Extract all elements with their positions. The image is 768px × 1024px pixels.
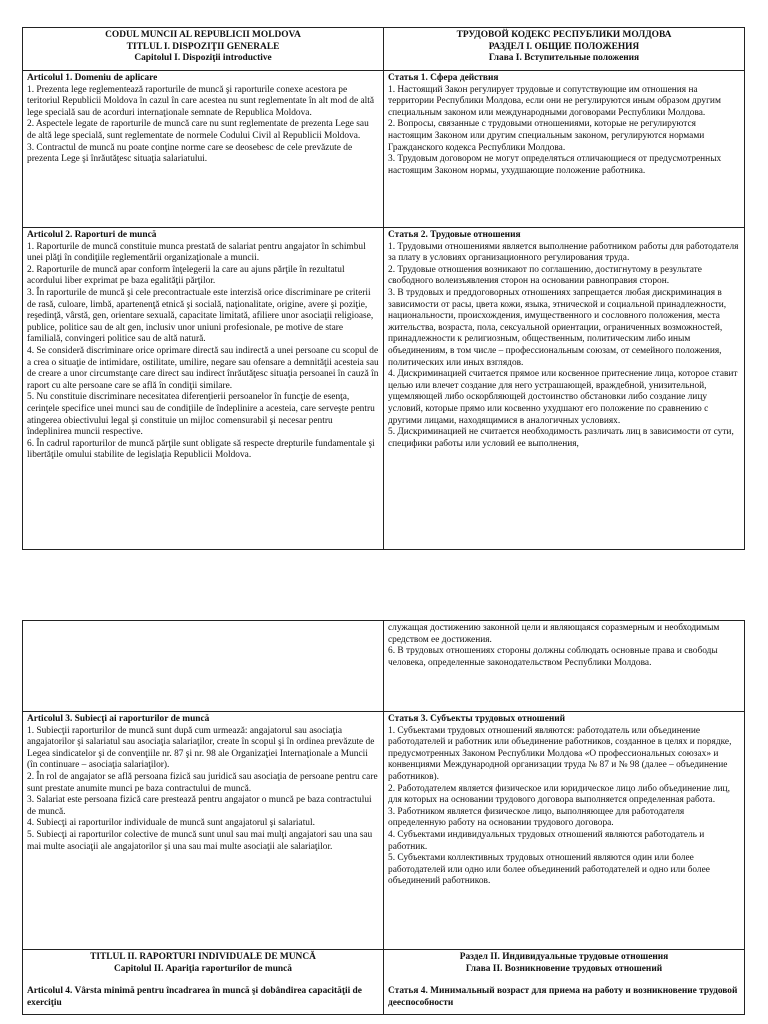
bilingual-table-top <box>22 27 745 550</box>
article-2-ru-p6: 6. В трудовых отношениях стороны должны соблюдать основные права и свободы человека, определенные законодательством Республики Молдова. <box>388 646 718 668</box>
article-1-ro-p1: 1. Prezenta lege reglementează raporturile de muncă şi raporturile conexe acestora pe teritoriul Republicii Moldova în cazul în care acestea nu sunt reglementate în alt mod de altă lege specială sau de acorduri internaţionale semnate de Republica Moldova. <box>27 84 375 118</box>
header-ru-line1: ТРУДОВОЙ КОДЕКС РЕСПУБЛИКИ МОЛДОВА <box>456 30 672 40</box>
article-2-continued-ru <box>384 621 745 712</box>
title-ii-ru: Раздел II. Индивидуальные трудовые отношения <box>459 952 669 962</box>
bilingual-table-bottom <box>22 620 745 1015</box>
article-2-ro-p4: 4. Se consideră discriminare orice oprimare directă sau indirectă a unei persoane cu scopul de a crea o situaţie de intimidare, ostilitate, umilire, negare sau ofensare a demnităţii acesteia sau de creare a unor circumstanţe care direct sau indirect înrăutăţesc situaţia persoanei în cauză în raport cu alte persoane care se află în condiţii similare. <box>27 345 379 391</box>
article-1-ru-p3: 3. Трудовым договором не могут определяться отличающиеся от предусмотренных настоящим Законом нормы, ухудшающие положение работника. <box>388 154 722 176</box>
article-4-ro <box>23 950 384 1015</box>
header-ro <box>23 28 384 71</box>
title-ii-ro: TITLUL II. RAPORTURI INDIVIDUALE DE MUNCĂ <box>90 952 316 962</box>
article-2-ru-p3: 3. В трудовых и преддоговорных отношениях запрещается любая дискриминация в зависимости от расы, цвета кожи, языка, этнической и социальной принадлежности, национальности, происхождения, имущественного и сословного положения, места жительства, возраста, пола, сексуальной ориентации, ограниченных возможностей, принадлежности к религиозным, общественным, политическим либо иным объединениям, в том числе – профессиональным союзам, от семейного положения, политических или иных взглядов. <box>388 287 727 368</box>
article-4-ru-title: Статья 4. Минимальный возраст для приема на работу и возникновение трудовой дееспособности <box>388 986 738 1008</box>
header-ro-line3: Capitolul I. Dispoziţii introductive <box>134 53 272 64</box>
header-ro-line2: TITLUL I. DISPOZIŢII GENERALE <box>126 41 280 52</box>
article-3-ro-p3: 3. Salariat este persoana fizică care prestează pentru angajator o muncă pe baza contractului de muncă. <box>27 795 372 817</box>
article-2-ru-title: Статья 2. Трудовые отношения <box>388 230 521 240</box>
article-2-ro-p2: 2. Raporturile de muncă apar conform înţelegerii la care au ajuns părţile în rezultatul acordului liber exprimat pe baza egalităţii părţilor. <box>27 264 345 287</box>
article-3-ru-p2: 2. Работодателем является физическое или юридическое лицо либо объединение лиц, для которых на основании трудового договора выполняется определенная работа. <box>388 783 730 806</box>
article-3-ru-p4: 4. Субъектами индивидуальных трудовых отношений являются работодатель и работник. <box>388 829 705 852</box>
header-ro-line1: CODUL MUNCII AL REPUBLICII MOLDOVA <box>105 30 301 40</box>
article-2-ru-p1: 1. Трудовыми отношениями является выполнение работником работы для работодателя за плату в условиях организационного регулирования труда. <box>388 241 739 264</box>
chapter-ii-ru: Глава II. Возникновение трудовых отношений <box>465 963 663 974</box>
header-ru-line3: Глава I. Вступительные положения <box>488 53 640 64</box>
article-2-ru-p4: 4. Дискриминацией считается прямое или косвенное притеснение лица, которое ставит целью или влечет создание для него устрашающей, враждебной, унизительной, ущемляющей либо оскорбляющей достоинство обстановки либо создание лицу условий, которые прямо или косвенно ухудшают его положение по сравнению с другими лицами, находящимися в аналогичных условиях. <box>388 369 738 426</box>
article-3-ro-p2: 2. În rol de angajator se află persoana fizică sau juridică sau asociaţia de persoane pentru care sunt prestate anumite munci pe baza contractului de muncă. <box>27 771 378 794</box>
article-1-ru-p2: 2. Вопросы, связанные с трудовыми отношениями, которые не регулируются настоящим Законом или другим специальным законом, регулируются нормами Гражданского кодекса Республики Молдова. <box>388 119 705 153</box>
article-2-ro-p1: 1. Raporturile de muncă constituie munca prestată de salariat pentru angajator în schimbul unei plăţi în condiţiile reglementării organizaţionale a muncii. <box>27 241 366 264</box>
table-header-row <box>23 28 745 71</box>
header-ru-line2: РАЗДЕЛ I. ОБЩИЕ ПОЛОЖЕНИЯ <box>488 41 640 52</box>
article-1-ro <box>23 71 384 228</box>
article-1-ru <box>384 71 745 228</box>
article-3-ru-p3: 3. Работником является физическое лицо, выполняющее для работодателя определенную работу на основании трудового договора. <box>388 806 685 829</box>
article-2-ro-p5: 5. Nu constituie discriminare necesitatea diferenţierii persoanelor în funcţie de esenţa, cerinţele specifice unei munci sau de condiţiile de îndeplinire a acesteia, care serveşte pentru atingerea obiectivului legal şi constituie un mijloc comensurabil şi necesar pentru îndeplinirea muncii respective. <box>27 392 375 438</box>
article-3-ru-p5: 5. Субъектами коллективных трудовых отношений являются один или более работодателей или одно или более объединений работодателей и одно или более объединений работников. <box>388 853 710 887</box>
article-1-ro-title: Articolul 1. Domeniu de aplicare <box>27 73 158 83</box>
article-2-ru-p2: 2. Трудовые отношения возникают по соглашению, достигнутому в результате свободного волеизъявления сторон на основании равноправия сторон. <box>388 264 702 287</box>
article-3-ro-p4: 4. Subiecţi ai raporturilor individuale de muncă sunt angajatorul şi salariatul. <box>27 818 315 829</box>
article-1-ro-p3: 3. Contractul de muncă nu poate conţine norme care se deosebesc de cele prevăzute de prezenta Lege şi înrăutăţesc situaţia salariatului. <box>27 142 353 165</box>
article-3-ru-p1: 1. Субъектами трудовых отношений являются: работодатель или объединение работодателей и работник или объединение работников, созданное в целях и порядке, предусмотренных Законом Республики Молдова «О профессиональных союзах» и конвенциями Международной организации труда № 87 и № 98 (далее – объединение работников). <box>388 725 732 782</box>
article-2-ru-p5: 5. Дискриминацией не считается необходимость различать лиц в зависимости от сути, специфики работы или условий ее выполнения, <box>388 427 734 449</box>
chapter-ii-ro: Capitolul II. Apariţia raporturilor de muncă <box>114 963 292 974</box>
article-2-ru <box>384 228 745 550</box>
article-1-ro-p2: 2. Aspectele legate de raporturile de muncă care nu sunt reglementate de prezenta Lege sau de altă lege specială, sunt reglementate de normele Codului Civil al Republicii Moldova. <box>27 119 369 141</box>
article-3-ro-p1: 1. Subiecţii raporturilor de muncă sunt după cum urmează: angajatorul sau asociaţia angajatorilor şi salariatul sau asociaţia salariaţilor, create în scopul şi în ordinea prevăzute de Legea sindicatelor şi de convenţiile nr. 87 şi nr. 98 ale Organizaţiei Internaţionale a Muncii (în continuare – asociaţia salariaţilor). <box>27 725 375 771</box>
article-2-ro <box>23 228 384 550</box>
article-4-row <box>23 950 745 1015</box>
header-ru <box>384 28 745 71</box>
article-2-ro-p6: 6. În cadrul raporturilor de muncă părţile sunt obligate să respecte drepturile fundamentale şi libertăţile omului stabilite de legislaţia Republicii Moldova. <box>27 438 375 461</box>
article-3-ro <box>23 712 384 950</box>
article-2-ro-p3: 3. În raporturile de muncă şi cele precontractuale este interzisă orice discriminare pe criterii de rasă, culoare, limbă, apartenenţă etnică şi socială, naţionalitate, origine, avere şi poziţie, reşedinţă, vârstă, gen, orientare sexuală, capacitate limitată, afiliere unor asociaţii religioase, publice, politice sau de alt gen, inclusiv unor uniuni profesionale, pe motive de stare familială, convingeri politice sau de altă natură. <box>27 287 374 345</box>
article-3-ru <box>384 712 745 950</box>
article-2-row <box>23 228 745 550</box>
article-1-ru-p1: 1. Настоящий Закон регулирует трудовые и сопутствующие им отношения на территории Республики Молдова, если они не регулируются иным образом другим специальным законом или международными договорами Республики Молдова. <box>388 84 721 118</box>
article-4-ro-title: Articolul 4. Vârsta minimă pentru încadrarea în muncă şi dobândirea capacităţii de exerciţiu <box>27 986 362 1008</box>
article-3-ru-title: Статья 3. Субъекты трудовых отношений <box>388 714 566 724</box>
article-2-continued-row <box>23 621 745 712</box>
article-3-row <box>23 712 745 950</box>
article-3-ro-p5: 5. Subiecţi ai raporturilor colective de muncă sunt unul sau mai mulţi angajatori sau una sau mai multe asociaţii ale angajatorilor şi una sau mai multe asociaţii ale salariaţilor. <box>27 829 373 852</box>
article-2-ro-title: Articolul 2. Raporturi de muncă <box>27 230 157 240</box>
article-2-continued-ro <box>23 621 384 712</box>
article-1-ru-title: Статья 1. Сфера действия <box>388 73 499 83</box>
article-3-ro-title: Articolul 3. Subiecţi ai raporturilor de muncă <box>27 714 210 724</box>
article-4-ru <box>384 950 745 1015</box>
article-1-row <box>23 71 745 228</box>
article-2-ru-p5-cont: служащая достижению законной цели и являющаяся соразмерным и необходимым средством ее достижения. <box>388 623 720 645</box>
